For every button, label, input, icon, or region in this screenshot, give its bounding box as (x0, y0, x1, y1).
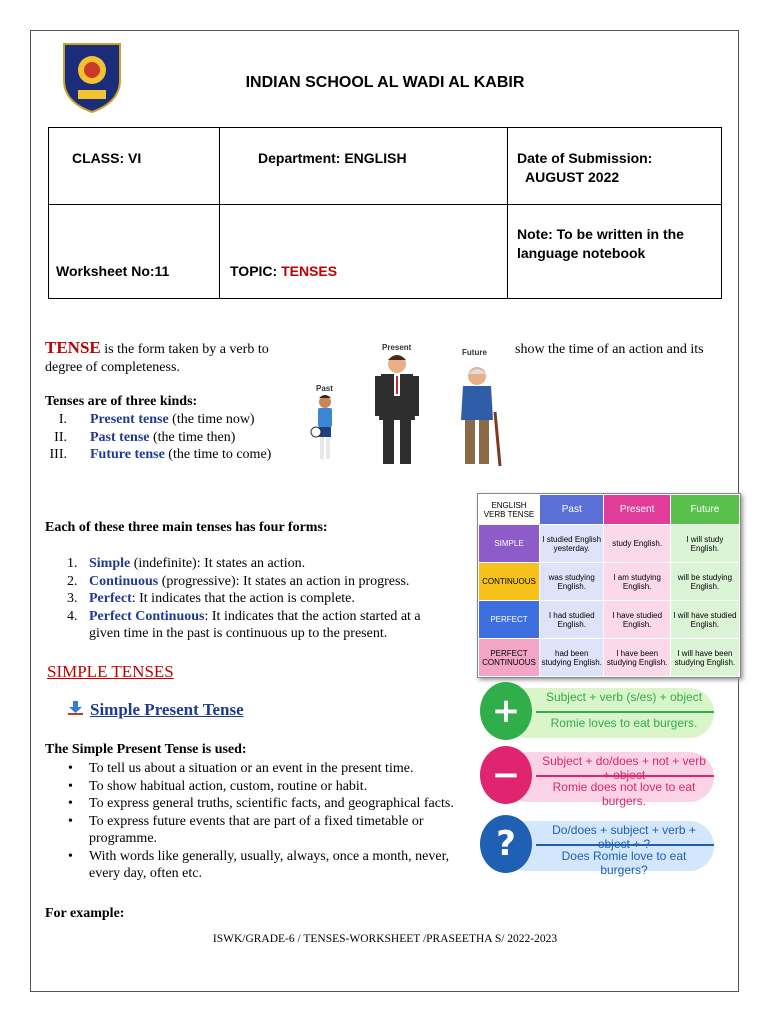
forms-desc: : It indicates that the action is complete. (131, 591, 355, 606)
uses-item (45, 778, 455, 796)
tense-table-cell: was studying English. (540, 563, 604, 601)
submission-label: Date of Submission: (517, 150, 653, 166)
forms-name: Perfect Continuous (89, 608, 205, 624)
forms-num: 4. (67, 608, 78, 624)
school-name: INDIAN SCHOOL AL WADI AL KABIR (245, 74, 525, 91)
uses-item (45, 760, 455, 778)
intro-text-b: show the time of an action and its (515, 342, 704, 357)
tense-table-image (477, 493, 741, 678)
forms-name: Simple (89, 556, 131, 571)
kinds-item (45, 411, 305, 429)
kinds-num: II. (54, 429, 67, 445)
uses-item (45, 848, 455, 883)
figure-label-past: Past (316, 384, 333, 393)
submission-date: AUGUST 2022 (525, 169, 620, 185)
formula-structure: Subject + verb (s/es) + object (545, 690, 703, 704)
tense-table-header: Future (670, 495, 739, 525)
formula-example: Romie does not love to eat burgers. (552, 780, 696, 808)
tense-table-row-label: SIMPLE (479, 525, 540, 563)
uses-text: To express future events that are part of a fixed timetable or programme. (89, 813, 424, 846)
tense-word: TENSE (45, 338, 101, 357)
used-heading: The Simple Present Tense is used: (45, 742, 247, 757)
old-man-figure (461, 367, 500, 466)
kinds-item (45, 429, 305, 447)
forms-item (45, 573, 455, 591)
tense-table-row-label: PERFECT CONTINUOUS (479, 639, 540, 677)
tense-figures-illustration (305, 340, 510, 472)
class-label: CLASS: VI (72, 150, 142, 166)
forms-heading: Each of these three main tenses has four forms: (45, 520, 328, 535)
bullet-icon: • (68, 813, 73, 829)
formula-example: Romie loves to eat burgers. (550, 716, 698, 730)
formula-structure: Subject + do/does + not + verb + object (542, 754, 706, 782)
worksheet-number: Worksheet No:11 (56, 263, 170, 279)
tense-table-cell: I had studied English. (540, 601, 604, 639)
forms-desc: (indefinite): It states an action. (130, 556, 306, 571)
tense-table-cell: I will have studied English. (670, 601, 739, 639)
topic (230, 263, 337, 279)
figure-label-present: Present (382, 343, 412, 352)
figure-label-future: Future (462, 348, 487, 357)
bullet-icon: • (68, 778, 73, 794)
bullet-icon: • (68, 848, 73, 864)
tense-table-cell: I studied English yesterday. (540, 525, 604, 563)
forms-item (45, 608, 455, 643)
bullet-icon: • (68, 761, 73, 776)
simple-tenses-heading: SIMPLE TENSES (47, 662, 174, 681)
uses-item (45, 795, 455, 813)
intro-line-1 (45, 339, 305, 359)
kinds-item (45, 446, 305, 464)
kinds-name: Future tense (90, 447, 165, 462)
example-label: For example: (45, 906, 125, 921)
kinds-desc: (the time now) (168, 412, 255, 427)
tense-table-cell: study English. (604, 525, 670, 563)
tense-table-header: ENGLISH VERB TENSE (479, 495, 540, 525)
tense-table-cell: had been studying English. (540, 639, 604, 677)
kinds-heading: Tenses are of three kinds: (45, 394, 198, 409)
uses-text: To show habitual action, custom, routine or habit. (89, 778, 368, 794)
page-footer: ISWK/GRADE-6 / TENSES-WORKSHEET /PRASEETHA S/ 2022-2023 (212, 933, 558, 945)
tense-table-header: Present (604, 495, 670, 525)
formula-negative (480, 746, 714, 808)
topic-value: TENSES (281, 263, 338, 279)
tense-table-cell: will be studying English. (670, 563, 739, 601)
tense-table-cell: I have studied English. (604, 601, 670, 639)
forms-num: 3. (67, 591, 78, 606)
kinds-num: III. (49, 447, 67, 462)
question-icon: ? (480, 815, 532, 873)
formula-affirmative (480, 682, 714, 744)
note: Note: To be written in the language notebook (517, 226, 684, 261)
formula-structure: Do/does + subject + verb + object + ? (552, 823, 696, 851)
kinds-num: I. (58, 412, 67, 427)
uses-text: With words like generally, usually, always, once a month, never, every day, often etc. (89, 848, 450, 881)
simple-present-heading: Simple Present Tense (90, 700, 244, 719)
kinds-desc: (the time to come) (164, 447, 272, 462)
topic-label: TOPIC: (230, 263, 282, 279)
kinds-name: Present tense (90, 412, 169, 427)
uses-item (45, 813, 455, 848)
forms-item (45, 555, 455, 573)
forms-num: 2. (67, 573, 78, 589)
uses-text: To express general truths, scientific facts, and geographical facts. (89, 796, 454, 811)
tense-table-header: Past (540, 495, 604, 525)
plus-icon: + (480, 682, 532, 740)
tense-table-row-label: PERFECT (479, 601, 540, 639)
kinds-name: Past tense (90, 429, 150, 445)
info-table (48, 127, 722, 299)
kinds-list (45, 411, 305, 464)
tense-table-cell: I will study English. (670, 525, 739, 563)
forms-name: Perfect (89, 591, 132, 606)
tense-table-row-label: CONTINUOUS (479, 563, 540, 601)
intro-text-a: is the form taken by a verb to (100, 342, 269, 357)
man-figure (375, 355, 419, 464)
arrow-down-icon (68, 701, 84, 715)
formula-example: Does Romie love to eat burgers? (561, 849, 687, 877)
formula-divider (536, 711, 714, 713)
forms-name: Continuous (89, 573, 159, 589)
uses-text: To tell us about a situation or an event in the present time. (89, 761, 414, 776)
bullet-icon: • (68, 796, 73, 811)
tense-table-cell: I will have been studying English. (670, 639, 739, 677)
tense-table-cell: I have been studying English. (604, 639, 670, 677)
kinds-desc: (the time then) (149, 429, 236, 445)
forms-desc: (progressive): It states an action in progress. (158, 573, 410, 589)
forms-num: 1. (67, 556, 78, 571)
department-label: Department: ENGLISH (258, 150, 407, 166)
minus-icon: − (480, 746, 532, 804)
forms-list (45, 555, 455, 643)
tense-table-cell: I am studying English. (604, 563, 670, 601)
uses-list (45, 760, 455, 883)
formula-question (480, 815, 714, 877)
boy-figure (311, 395, 332, 459)
forms-item (45, 590, 455, 608)
intro-text-c: degree of completeness. (45, 360, 180, 375)
forms-desc: : It indicates that the action started at a given time in the past is continuous up to the present. (89, 608, 421, 641)
